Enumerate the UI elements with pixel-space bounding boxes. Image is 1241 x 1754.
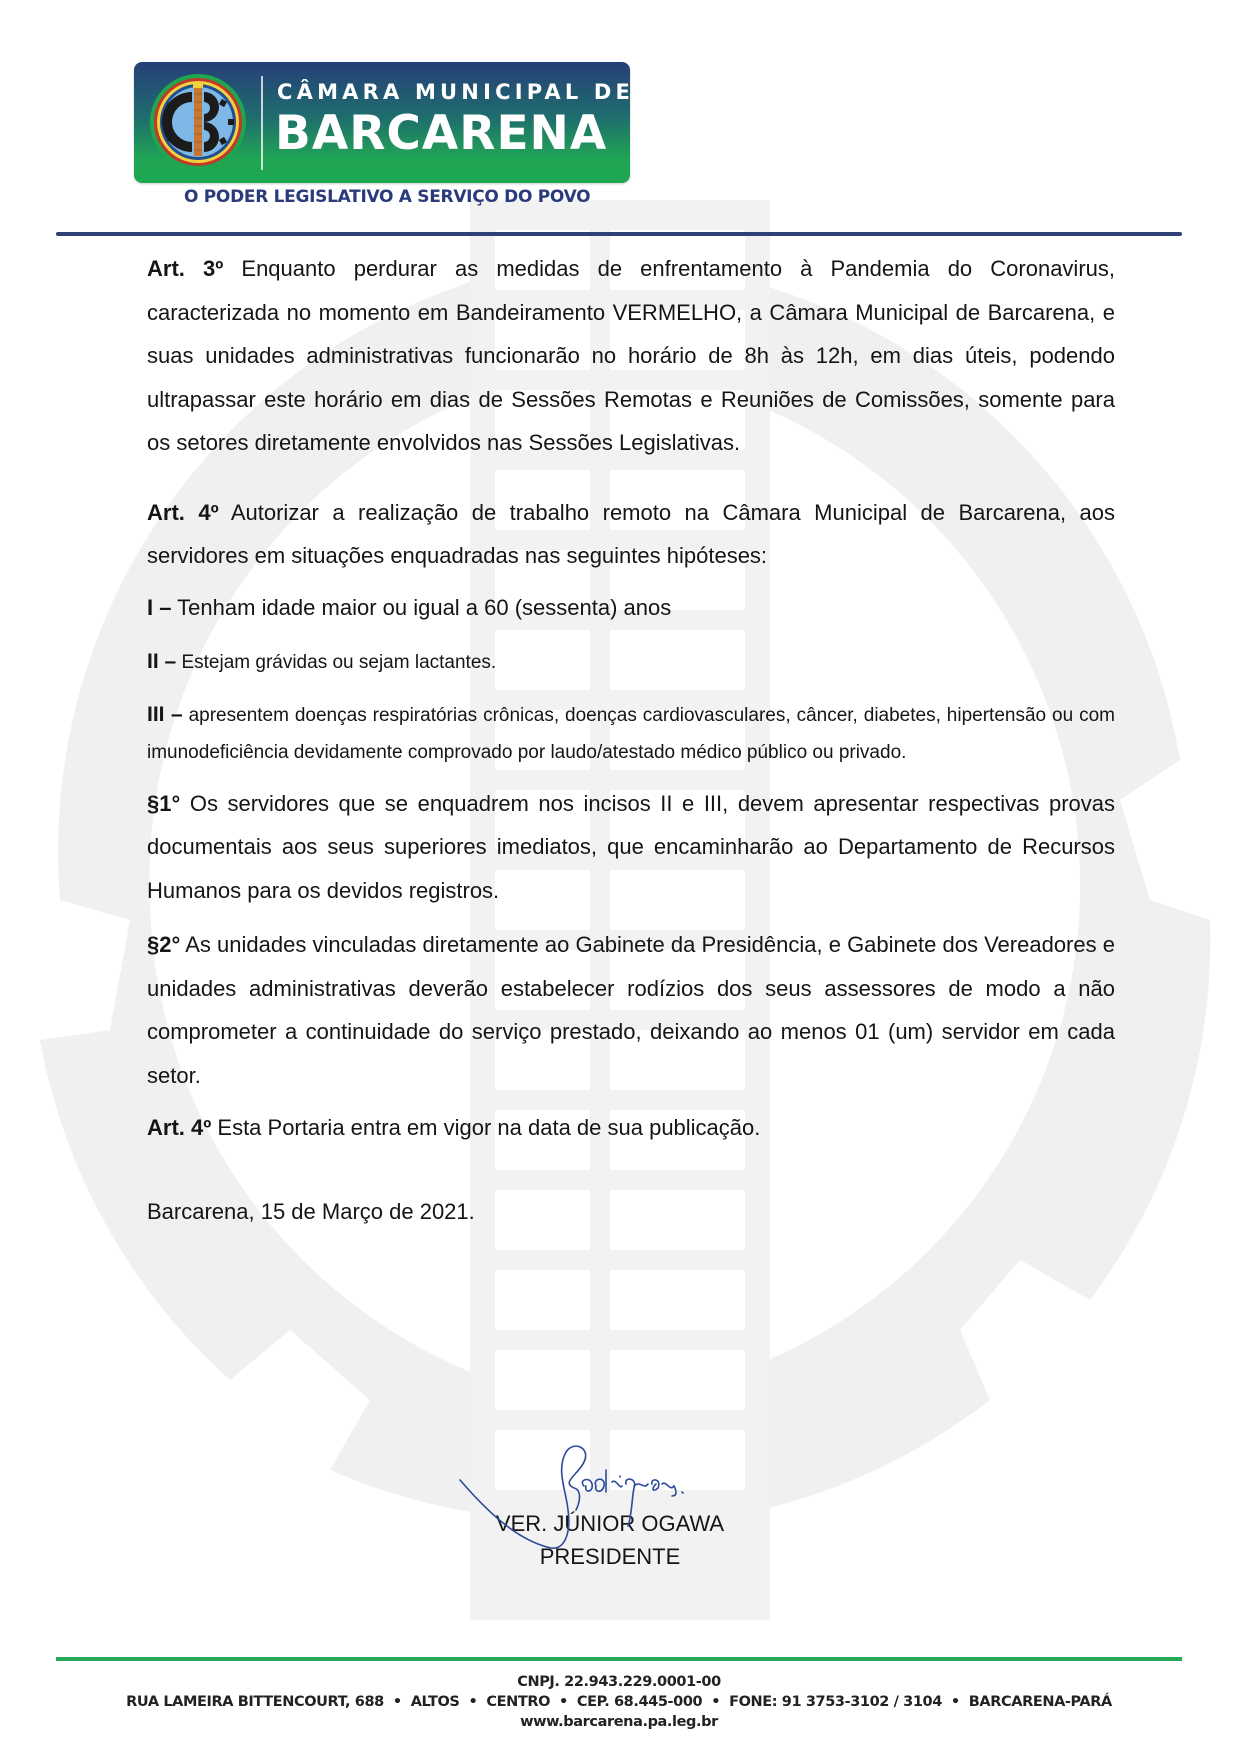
- article-3: [147, 247, 1115, 465]
- article-label: Art. 4º: [147, 499, 219, 525]
- inciso-text: Estejam grávidas ou sejam lactantes.: [176, 652, 497, 673]
- footer-district: CENTRO: [486, 1694, 551, 1710]
- footer-website[interactable]: www.barcarena.pa.leg.br: [520, 1714, 718, 1730]
- date-line: Barcarena, 15 de Março de 2021.: [147, 1198, 475, 1224]
- footer-street: RUA LAMEIRA BITTENCOURT, 688: [126, 1694, 384, 1710]
- inciso-label: II –: [147, 650, 177, 673]
- article-text: Autorizar a realização de trabalho remoto na Câmara Municipal de Barcarena, aos servidores em situações enquadradas nas seguintes hipóteses:: [147, 499, 1115, 568]
- inciso-text: apresentem doenças respiratórias crônicas, doenças cardiovasculares, câncer, diabetes, hipertensão ou com imunodeficiência devidamente comprovado por laudo/atestado médico público ou privado.: [147, 704, 1115, 763]
- inciso-2: [147, 640, 1115, 685]
- document-body: [147, 247, 1115, 1233]
- paragraph-text: Os servidores que se enquadrem nos incisos II e III, devem apresentar respectivas provas documentais aos seus superiores imediatos, que encaminharão ao Departamento de Recursos Humanos para os devidos registros.: [147, 790, 1115, 903]
- footer-district-part: ALTOS: [410, 1694, 460, 1710]
- signatory-role: PRESIDENTE: [539, 1544, 681, 1569]
- footer-address: [56, 1692, 1182, 1712]
- logo-title-main: BARCARENA: [275, 106, 608, 161]
- footer-separator: •: [950, 1694, 960, 1710]
- logo-title-top: CÂMARA MUNICIPAL DE: [277, 80, 635, 104]
- paragraph-1: [147, 782, 1115, 913]
- article-text: Esta Portaria entra em vigor na data de sua publicação.: [211, 1115, 761, 1140]
- inciso-1: [147, 586, 1115, 630]
- header-logo: [134, 62, 635, 183]
- municipal-emblem-icon: [148, 72, 248, 172]
- inciso-label: I –: [147, 594, 172, 620]
- inciso-text: Tenham idade maior ou igual a 60 (sessenta) anos: [171, 594, 672, 620]
- signature: [456, 1440, 726, 1555]
- footer-separator: •: [392, 1694, 402, 1710]
- inciso-label: III –: [147, 702, 183, 726]
- signatory-name: VER. JÚNIOR OGAWA: [495, 1511, 725, 1536]
- footer: [56, 1672, 1182, 1732]
- paragraph-label: §2°: [147, 932, 181, 957]
- footer-separator: •: [468, 1694, 478, 1710]
- article-4-vigor: [147, 1106, 1115, 1150]
- article-4: [147, 491, 1115, 578]
- header-divider: [56, 232, 1182, 236]
- paragraph-text: As unidades vinculadas diretamente ao Gabinete da Presidência, e Gabinete dos Vereadores e unidades administrativas deverão estabelecer rodízios dos seus assessores de modo a não comprometer a continuidade do serviço prestado, deixando ao menos 01 (um) servidor em cada setor.: [147, 932, 1115, 1088]
- logo-divider: [261, 76, 263, 170]
- article-label: Art. 3º: [147, 256, 224, 281]
- footer-separator: •: [559, 1694, 568, 1710]
- inciso-3: [147, 696, 1115, 771]
- article-text: Enquanto perdurar as medidas de enfrentamento à Pandemia do Coronavirus, caracterizada no momento em Bandeiramento VERMELHO, a Câmara Municipal de Barcarena, e suas unidades administrativas funcionarão no horário de 8h às 12h, em dias úteis, podendo ultrapassar este horário em dias de Sessões Remotas e Reuniões de Comissões, somente para os setores diretamente envolvidos nas Sessões Legislativas.: [147, 256, 1115, 455]
- footer-cep: CEP. 68.445-000: [576, 1694, 703, 1710]
- logo-tagline: O PODER LEGISLATIVO A SERVIÇO DO POVO: [184, 187, 591, 207]
- footer-separator: •: [711, 1694, 721, 1710]
- footer-city: BARCARENA-PARÁ: [968, 1694, 1112, 1710]
- footer-phone: FONE: 91 3753-3102 / 3104: [729, 1694, 942, 1710]
- paragraph-label: §1°: [147, 790, 181, 816]
- footer-cnpj: CNPJ. 22.943.229.0001-00: [517, 1674, 721, 1690]
- paragraph-2: [147, 923, 1115, 1097]
- article-label: Art. 4º: [147, 1115, 212, 1140]
- footer-divider: [56, 1657, 1182, 1661]
